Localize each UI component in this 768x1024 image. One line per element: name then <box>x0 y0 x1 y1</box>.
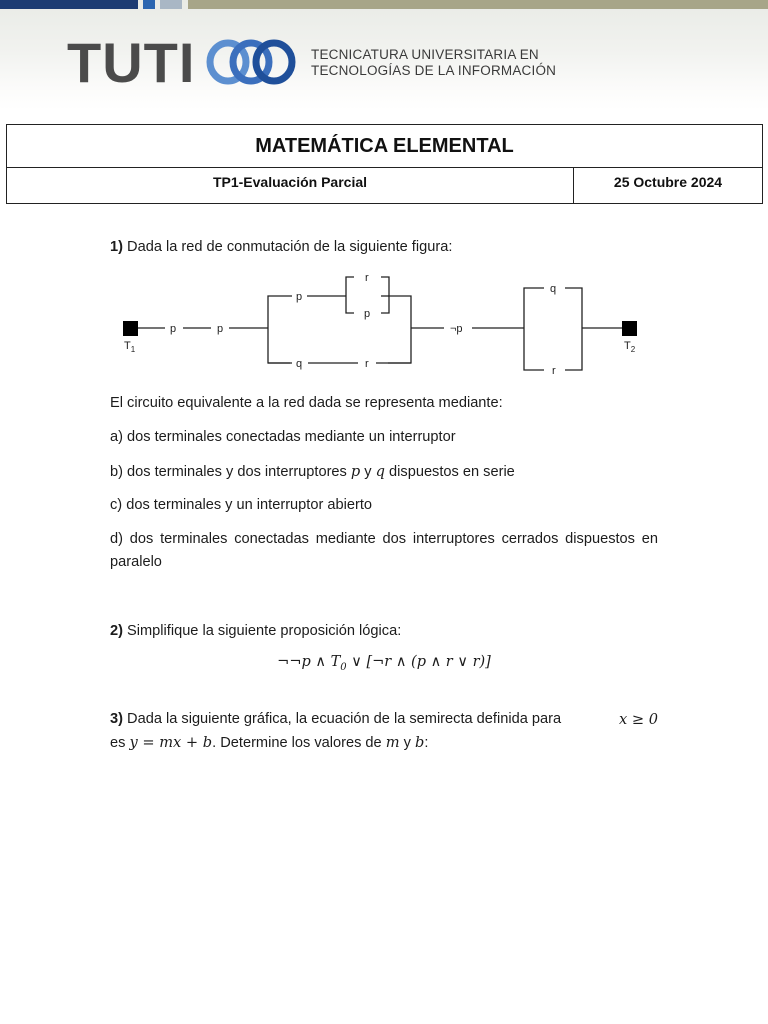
q2-number: 2) <box>110 623 123 639</box>
switch-block1-upper: p <box>296 291 303 303</box>
switch-block2-lower: r <box>552 365 556 377</box>
institution-name <box>311 47 556 78</box>
q1-option-b-var-p: p <box>350 463 361 480</box>
q1-option-d: d) dos terminales conectadas mediante dos interruptores cerrados dispuestos en paralelo <box>110 531 658 570</box>
q2-prompt <box>110 620 401 643</box>
institution-name-line1: TECNICATURA UNIVERSITARIA EN <box>311 47 539 62</box>
header-banner <box>0 0 768 110</box>
switch-block1-inner-lower: p <box>364 308 371 320</box>
switch-block1-inner-upper: r <box>365 272 369 284</box>
q3-condition: x ≥ 0 <box>618 711 658 728</box>
q1-option-b: b) dos terminales y dos interruptores p y q dispuestos en serie <box>110 463 515 480</box>
q1-prompt-text: Dada la red de conmutación de la siguiente figura: <box>127 239 453 255</box>
exam-name: TP1-Evaluación Parcial <box>212 173 368 190</box>
switch-block1-lower-1: q <box>296 358 303 370</box>
header-color-stripe <box>0 0 768 9</box>
logo-wordmark: TUTI <box>67 31 196 94</box>
q1-option-c: c) dos terminales y un interruptor abierto <box>110 497 372 513</box>
q3-var-m: m <box>385 734 400 751</box>
q3-equation: y = mx + b <box>129 734 213 751</box>
q3-number: 3) <box>110 711 123 727</box>
q1-prompt <box>110 236 452 259</box>
q3-var-b: b <box>414 734 425 751</box>
institution-name-line2: TECNOLOGÍAS DE LA INFORMACIÓN <box>311 62 557 78</box>
q1-option-b-var-q: q <box>375 463 385 480</box>
switching-network-diagram <box>110 268 650 380</box>
title-row <box>7 125 762 168</box>
terminal-right-icon <box>622 321 637 336</box>
terminal-right-label: $T_2$ <box>624 340 636 354</box>
switch-block1-lower-2: r <box>365 358 369 370</box>
q1-number: 1) <box>110 239 123 255</box>
q3-prompt: 3) Dada la siguiente gráfica, la ecuación de la semirecta definida para x ≥ 0 es y = mx + b. Determine los valores de m y b: <box>110 708 658 755</box>
q2-formula: ¬¬p ∧ $T_0$ ∨ [¬r ∧ (p ∧ r ∨ r)] <box>277 654 491 673</box>
switch-middle: ¬p <box>450 323 463 335</box>
q1-statement: El circuito equivalente a la red dada se representa mediante: <box>110 395 503 411</box>
switch-series-1: p <box>170 323 177 335</box>
terminal-left-label: $T_1$ <box>124 340 136 354</box>
logo-rings-icon <box>205 37 297 87</box>
terminal-left-icon <box>123 321 138 336</box>
switch-block2-upper: q <box>550 283 557 295</box>
course-title: MATEMÁTICA ELEMENTAL <box>255 134 514 157</box>
q1-option-a: a) dos terminales conectadas mediante un interruptor <box>110 429 456 445</box>
title-table <box>6 124 763 204</box>
exam-info-row <box>7 168 762 203</box>
q2-prompt-text: Simplifique la siguiente proposición lógica: <box>127 623 402 639</box>
exam-date: 25 Octubre 2024 <box>613 173 723 190</box>
switch-series-2: p <box>217 323 224 335</box>
